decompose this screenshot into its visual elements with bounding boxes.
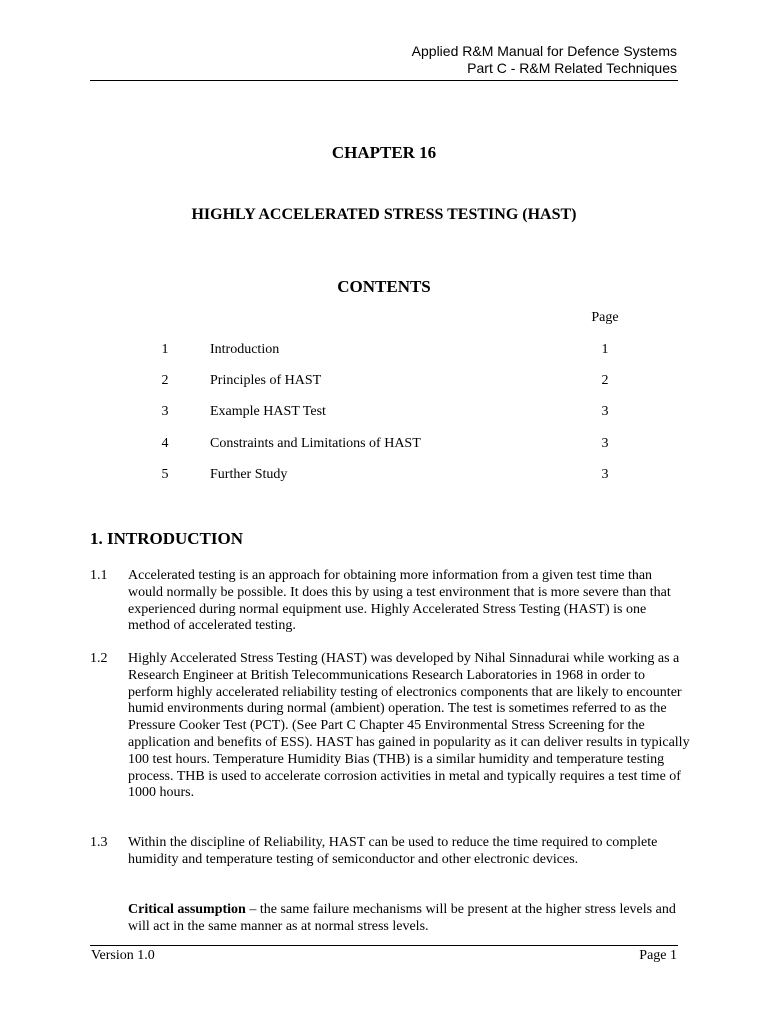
toc-entry[interactable] <box>0 342 768 362</box>
footer-version: Version 1.0 <box>91 948 155 963</box>
toc-entry-title: Example HAST Test <box>210 404 326 419</box>
paragraph-number: 1.1 <box>90 568 108 583</box>
paragraph-number: 1.2 <box>90 651 108 666</box>
toc-entry-number: 2 <box>161 373 169 388</box>
paragraph-1-1 <box>90 568 690 635</box>
contents-heading: CONTENTS <box>337 277 431 296</box>
toc-entry-number: 5 <box>161 467 169 482</box>
running-header <box>412 43 677 77</box>
toc-entry-number: 1 <box>161 342 169 357</box>
header-manual-title: Applied R&M Manual for Defence Systems <box>411 43 677 59</box>
toc-entry-page: 2 <box>601 373 609 388</box>
toc-entry-title: Constraints and Limitations of HAST <box>210 436 421 451</box>
toc-entry-page: 1 <box>601 342 609 357</box>
paragraph-1-2 <box>90 651 690 802</box>
paragraph-number: 1.3 <box>90 835 108 850</box>
toc-entry[interactable] <box>0 404 768 424</box>
header-rule <box>90 80 678 81</box>
footer-page-number: Page 1 <box>639 948 677 963</box>
toc-page-column-label: Page <box>591 310 619 325</box>
toc-entry[interactable] <box>0 436 768 456</box>
toc-entry-page: 3 <box>601 404 609 419</box>
toc-entry[interactable] <box>0 467 768 487</box>
critical-assumption-note <box>128 902 688 936</box>
toc-entry-number: 3 <box>161 404 169 419</box>
paragraph-text: Highly Accelerated Stress Testing (HAST) was developed by Nihal Sinnadurai while working as a Research Engineer at British Telecommunications Research Laboratories in 1968 in order to perform highly accelerated reliability testing of electronics components that are likely to encounter humid environments during normal (ambient) operation. The test is sometimes referred to as the Pressure Cooker Test (PCT). (See Part C Chapter 45 Environmental Stress Screening for the application and benefits of ESS). HAST has gained in popularity as it can deliver results in typically 100 test hours. Temperature Humidity Bias (THB) is a similar humidity and temperature testing process. THB is used to accelerate corrosion activities in metal and typically requires a test time of 1000 hours. <box>128 651 690 801</box>
toc-entry-page: 3 <box>601 436 609 451</box>
section-heading-introduction: 1. INTRODUCTION <box>90 529 244 548</box>
footer-rule <box>90 945 678 946</box>
chapter-title: HIGHLY ACCELERATED STRESS TESTING (HAST) <box>191 206 577 223</box>
chapter-heading: CHAPTER 16 <box>331 143 437 162</box>
toc-entry-title: Further Study <box>210 467 288 482</box>
paragraph-1-3 <box>90 835 690 869</box>
critical-assumption-text: – the same failure mechanisms will be present at the higher stress levels and will act in the same manner as at normal stress levels. <box>128 902 676 934</box>
toc-entry[interactable] <box>0 373 768 393</box>
paragraph-text: Accelerated testing is an approach for obtaining more information from a given test time than would normally be possible. It does this by using a test environment that is more severe than that experienced during normal equipment use. Highly Accelerated Stress Testing (HAST) is one method of accelerated testing. <box>128 568 671 634</box>
toc-entry-page: 3 <box>601 467 609 482</box>
critical-assumption-label: Critical assumption <box>128 902 246 917</box>
toc-entry-title: Principles of HAST <box>210 373 322 388</box>
header-part-title: Part C - R&M Related Techniques <box>467 60 677 76</box>
toc-entry-title: Introduction <box>210 342 280 357</box>
toc-entry-number: 4 <box>161 436 169 451</box>
paragraph-text: Within the discipline of Reliability, HAST can be used to reduce the time required to complete humidity and temperature testing of semiconductor and other electronic devices. <box>128 835 658 867</box>
